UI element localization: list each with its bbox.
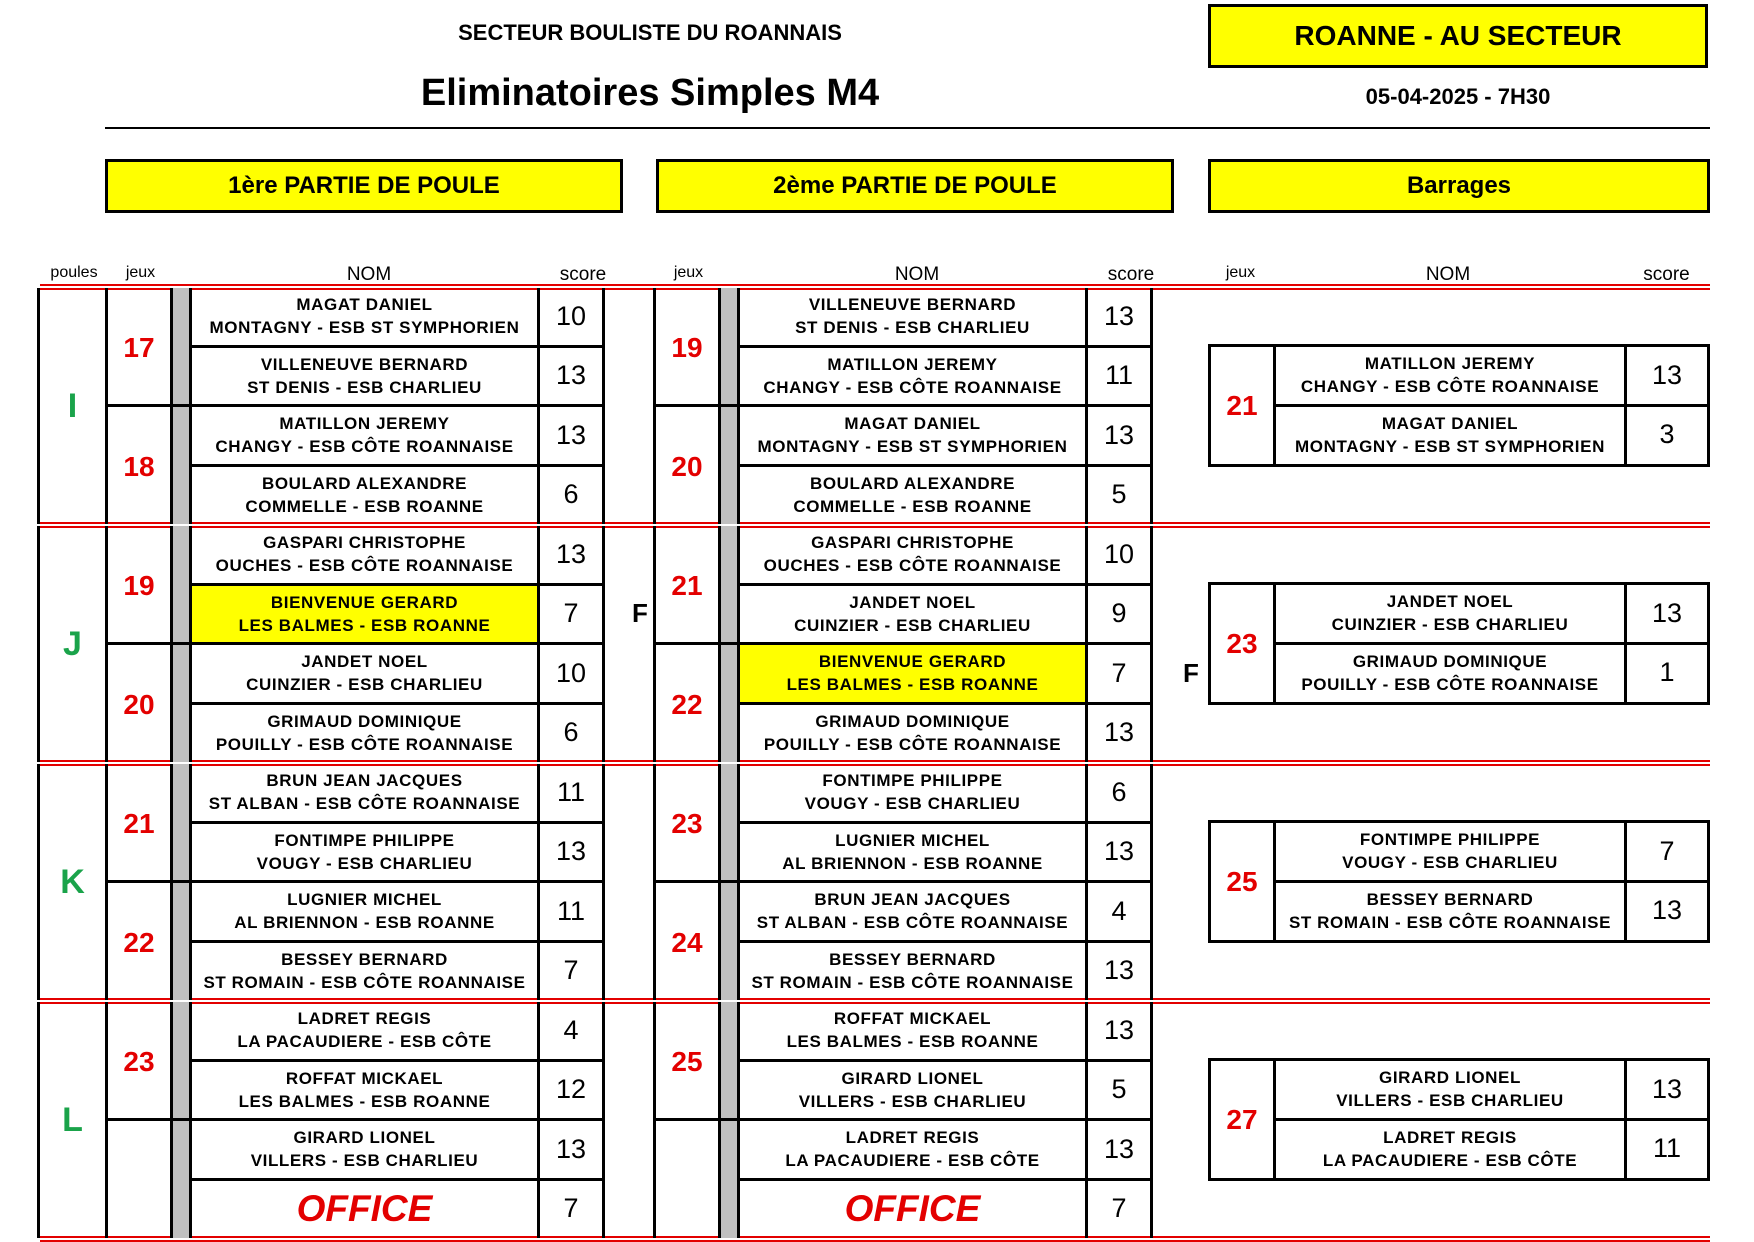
player-name: JANDET NOEL [301,652,428,672]
second-round-col-border [1150,288,1153,524]
first-round-player [192,883,537,940]
player-club: LES BALMES - ESB ROANNE [238,1091,491,1111]
first-round-score: 11 [556,776,586,807]
second-round-col-border [1150,526,1153,762]
player-name: MATILLON JEREMY [1364,354,1536,374]
col-header-score-2: score [1107,264,1155,285]
second-round-game-number: 24 [671,926,703,958]
forfeit-mark-first: F [632,598,648,628]
second-round-row-border [740,583,1150,586]
player-club: VILLERS - ESB CHARLIEU [798,1091,1027,1111]
first-round-col-border [602,526,605,762]
pool-letter: K [60,862,85,901]
second-round-score: 13 [1103,836,1135,867]
section-second-round [656,159,1174,213]
player-name: JANDET NOEL [1386,592,1514,612]
player-club: COMMELLE - ESB ROANNE [793,496,1032,516]
second-round-row-border [656,1118,1150,1121]
player-club: MONTAGNY - ESB ST SYMPHORIEN [209,318,520,338]
second-round-office-label: OFFICE [844,1187,981,1229]
first-round-game-number: 22 [123,926,155,958]
event-date: 05-04-2025 - 7H30 [1365,84,1551,109]
second-round-player [740,586,1085,643]
first-round-player [192,645,537,702]
first-round-score: 13 [555,419,587,450]
second-round-score: 6 [1111,776,1127,807]
player-club: OUCHES - ESB CÔTE ROANNAISE [763,556,1062,576]
first-round-score: 13 [555,538,587,569]
first-round-row-border [108,1118,602,1121]
first-round-player [192,526,537,583]
first-round-game-number: 21 [123,807,155,839]
player-name: JANDET NOEL [849,592,976,612]
player-club: LES BALMES - ESB ROANNE [238,615,491,635]
first-round-row-border [192,1059,602,1062]
second-round-game-number: 20 [671,450,703,482]
player-club: CHANGY - ESB CÔTE ROANNAISE [1300,377,1600,397]
barrage-player [1276,407,1624,464]
second-round-player [740,1002,1085,1059]
barrage-row-border [1276,642,1707,645]
first-round-player [192,288,537,345]
second-round-game-number: 25 [671,1045,703,1077]
first-round-score: 13 [555,836,587,867]
second-round-score: 13 [1103,1133,1135,1164]
second-round-col-border [1150,764,1153,1000]
player-club: CUINZIER - ESB CHARLIEU [1331,615,1569,635]
first-round-row-border [108,880,602,883]
barrage-score: 13 [1651,597,1683,628]
player-club: OUCHES - ESB CÔTE ROANNAISE [215,556,514,576]
first-round-player [192,1062,537,1119]
second-round-row-border [656,880,1150,883]
player-name: VILLENEUVE BERNARD [808,295,1017,315]
player-name: BESSEY BERNARD [829,949,996,969]
player-club: ST ALBAN - ESB CÔTE ROANNAISE [756,913,1069,933]
player-club: ST DENIS - ESB CHARLIEU [247,377,482,397]
player-name: MATILLON JEREMY [827,354,998,374]
barrage-player [1276,1121,1624,1178]
col-header-jeux-1: jeux [125,264,156,281]
pool-border-left [37,288,40,524]
first-round-game-number: 19 [123,569,155,601]
barrage-row-border [1276,880,1707,883]
second-round-row-border [740,821,1150,824]
second-round-score: 5 [1111,479,1127,510]
player-name: BIENVENUE GERARD [818,652,1007,672]
col-header-nom-1: NOM [346,264,392,285]
first-round-player [192,348,537,405]
first-round-score: 10 [555,300,587,331]
player-name: VILLENEUVE BERNARD [260,354,469,374]
player-name: LADRET REGIS [1383,1127,1517,1147]
col-header-score-3: score [1643,264,1690,285]
first-round-player [192,705,537,762]
second-round-score: 7 [1111,657,1127,688]
second-round-game-number: 22 [671,688,703,720]
second-round-row-border [740,345,1150,348]
first-round-score: 7 [563,1193,579,1224]
first-round-game-number: 17 [123,331,155,363]
first-round-score: 7 [563,955,579,986]
second-round-row-border [740,1178,1150,1181]
col-header-jeux-3: jeux [1225,264,1256,281]
player-club: MONTAGNY - ESB ST SYMPHORIEN [757,437,1068,457]
player-name: LADRET REGIS [297,1009,432,1029]
player-name: GRIMAUD DOMINIQUE [815,711,1010,731]
barrage-game-number: 21 [1226,389,1258,421]
first-round-col-border [602,1002,605,1238]
second-round-score: 7 [1111,1193,1127,1224]
barrage-row-border [1276,1118,1707,1121]
second-round-player [740,943,1085,1000]
second-round-row-border [740,464,1150,467]
first-round-score: 6 [563,479,579,510]
barrage-score: 3 [1659,419,1675,450]
barrage-player [1276,347,1624,404]
first-round-player [192,943,537,1000]
first-round-score: 10 [555,657,587,688]
barrage-score: 13 [1651,359,1683,390]
player-name: LADRET REGIS [845,1128,980,1148]
player-club: AL BRIENNON - ESB ROANNE [234,913,495,933]
first-round-score: 7 [563,598,579,629]
second-round-player [740,288,1085,345]
player-club: ST ALBAN - ESB CÔTE ROANNAISE [208,794,521,814]
first-round-player [192,764,537,821]
player-club: ST ROMAIN - ESB CÔTE ROANNAISE [1288,912,1612,932]
player-name: BESSEY BERNARD [1366,889,1534,909]
player-club: VILLERS - ESB CHARLIEU [250,1151,479,1171]
player-club: VOUGY - ESB CHARLIEU [256,853,473,873]
barrage-player [1276,883,1624,940]
second-round-score: 13 [1103,955,1135,986]
player-name: MAGAT DANIEL [296,295,433,315]
first-round-col-border [602,288,605,524]
player-name: ROFFAT MICKAEL [833,1009,992,1029]
second-round-player [740,883,1085,940]
second-round-player [740,1121,1085,1178]
player-club: LES BALMES - ESB ROANNE [786,675,1039,695]
pool-letter: J [63,624,82,663]
player-name: LUGNIER MICHEL [835,830,990,850]
first-round-row-border [108,404,602,407]
player-name: FONTIMPE PHILIPPE [822,771,1003,791]
second-round-score: 9 [1111,598,1127,629]
second-round-player [740,824,1085,881]
pool-letter: I [67,386,78,425]
first-round-score: 6 [563,717,579,748]
second-round-game-number [656,1121,718,1240]
barrage-game-number: 23 [1226,627,1258,659]
first-round-score: 11 [556,895,586,926]
player-name: GASPARI CHRISTOPHE [811,533,1014,553]
section-second-round-label: 2ème PARTIE DE POULE [773,172,1057,199]
first-round-office-label: OFFICE [296,1187,433,1229]
first-round-row-border [192,345,602,348]
first-round-game-number: 18 [123,450,155,482]
second-round-col-border [1150,1002,1153,1238]
second-round-game-number: 21 [671,569,703,601]
player-club: LA PACAUDIERE - ESB CÔTE [1322,1150,1578,1170]
first-round-score: 12 [555,1074,587,1105]
player-club: LA PACAUDIERE - ESB CÔTE [785,1151,1040,1171]
section-first-round-label: 1ère PARTIE DE POULE [228,172,500,199]
second-round-score: 13 [1103,717,1135,748]
first-round-player [192,824,537,881]
col-header-poules: poules [50,264,98,281]
player-name: MATILLON JEREMY [279,414,450,434]
barrage-player [1276,1061,1624,1118]
second-round-player [740,764,1085,821]
second-round-player [740,645,1085,702]
player-club: POUILLY - ESB CÔTE ROANNAISE [763,734,1062,754]
barrage-score: 1 [1659,657,1675,688]
player-name: FONTIMPE PHILIPPE [274,830,455,850]
first-round-player [192,467,537,524]
second-round-player [740,407,1085,464]
player-club: COMMELLE - ESB ROANNE [245,496,484,516]
barrage-score: 13 [1651,1073,1683,1104]
first-round-player [192,1002,537,1059]
player-name: GASPARI CHRISTOPHE [263,533,466,553]
player-name: GIRARD LIONEL [841,1068,984,1088]
pool-border-left [37,1002,40,1238]
first-round-score: 4 [563,1014,579,1045]
first-round-row-border [192,702,602,705]
second-round-player [740,1062,1085,1119]
col-header-nom-2: NOM [894,264,940,285]
player-name: BRUN JEAN JACQUES [266,771,463,791]
second-round-game-number: 23 [671,807,703,839]
first-round-row-border [108,642,602,645]
first-round-score: 13 [555,1133,587,1164]
col-header-nom-3: NOM [1425,264,1471,285]
player-name: BOULARD ALEXANDRE [261,473,468,493]
barrage-player [1276,823,1624,880]
player-club: VILLERS - ESB CHARLIEU [1336,1091,1564,1111]
page-title: Eliminatoires Simples M4 [420,72,880,114]
player-name: GIRARD LIONEL [293,1128,436,1148]
second-round-score: 5 [1111,1074,1127,1105]
first-round-col-border [602,764,605,1000]
player-club: ST ROMAIN - ESB CÔTE ROANNAISE [203,972,526,992]
forfeit-mark-second: F [1183,658,1199,688]
barrage-player [1276,585,1624,642]
first-round-row-border [192,940,602,943]
section-barrages-label: Barrages [1406,172,1512,199]
barrage-game-number: 27 [1226,1103,1258,1135]
player-club: ST ROMAIN - ESB CÔTE ROANNAISE [751,972,1074,992]
player-name: BIENVENUE GERARD [270,592,459,612]
player-name: GRIMAUD DOMINIQUE [1352,651,1548,671]
first-round-player [192,1121,537,1178]
player-club: LA PACAUDIERE - ESB CÔTE [237,1032,492,1052]
player-name: FONTIMPE PHILIPPE [1359,830,1541,850]
player-club: POUILLY - ESB CÔTE ROANNAISE [1301,674,1599,694]
second-round-game-number: 19 [671,331,703,363]
pool-border-left [37,764,40,1000]
second-round-player [740,348,1085,405]
section-first-round [105,159,623,213]
first-round-player [192,407,537,464]
player-club: CHANGY - ESB CÔTE ROANNAISE [763,377,1062,397]
first-round-row-border [192,464,602,467]
col-header-jeux-2: jeux [673,264,704,281]
second-round-row-border [740,702,1150,705]
barrage-score: 13 [1651,895,1683,926]
player-club: AL BRIENNON - ESB ROANNE [782,853,1043,873]
second-round-score: 11 [1104,360,1134,391]
second-round-player [740,526,1085,583]
first-round-row-border [192,821,602,824]
player-club: VOUGY - ESB CHARLIEU [804,794,1021,814]
section-barrages [1208,159,1710,213]
second-round-row-border [656,642,1150,645]
second-round-row-border [740,1059,1150,1062]
barrage-score: 7 [1659,835,1675,866]
first-round-game-number [108,1121,170,1240]
first-round-row-border [192,583,602,586]
second-round-player [740,467,1085,524]
player-club: ST DENIS - ESB CHARLIEU [795,318,1030,338]
pool-letter: L [62,1100,83,1139]
player-name: MAGAT DANIEL [1381,413,1519,433]
player-name: GRIMAUD DOMINIQUE [267,711,462,731]
venue-label: ROANNE - AU SECTEUR [1294,20,1622,51]
barrage-player [1276,645,1624,702]
second-round-score: 13 [1103,1014,1135,1045]
player-name: GIRARD LIONEL [1379,1068,1521,1088]
player-name: LUGNIER MICHEL [287,890,442,910]
first-round-row-border [192,1178,602,1181]
first-round-game-number: 20 [123,688,155,720]
player-club: CUINZIER - ESB CHARLIEU [794,615,1031,635]
first-round-score: 13 [555,360,587,391]
second-round-score: 10 [1103,538,1135,569]
player-club: VOUGY - ESB CHARLIEU [1342,853,1558,873]
barrage-score: 11 [1652,1133,1682,1164]
second-round-row-border [740,940,1150,943]
second-round-score: 13 [1103,300,1135,331]
second-round-player [740,705,1085,762]
player-name: MAGAT DANIEL [844,414,981,434]
player-club: POUILLY - ESB CÔTE ROANNAISE [215,734,514,754]
second-round-score: 13 [1103,419,1135,450]
venue-box [1208,4,1708,68]
second-round-row-border [656,404,1150,407]
organization-subtitle: SECTEUR BOULISTE DU ROANNAIS [458,20,842,45]
player-name: BRUN JEAN JACQUES [814,890,1011,910]
header-divider [105,127,1710,129]
player-club: CUINZIER - ESB CHARLIEU [246,675,483,695]
col-header-score-1: score [559,264,607,285]
pool-border-left [37,526,40,762]
barrage-row-border [1276,404,1707,407]
player-club: MONTAGNY - ESB ST SYMPHORIEN [1295,436,1605,456]
player-name: ROFFAT MICKAEL [285,1068,444,1088]
player-club: CHANGY - ESB CÔTE ROANNAISE [215,437,514,457]
barrage-game-number: 25 [1226,865,1258,897]
first-round-game-number: 23 [123,1045,155,1077]
first-round-player [192,586,537,643]
player-club: LES BALMES - ESB ROANNE [786,1032,1039,1052]
player-name: BESSEY BERNARD [281,949,448,969]
second-round-score: 4 [1111,895,1127,926]
player-name: BOULARD ALEXANDRE [809,473,1016,493]
